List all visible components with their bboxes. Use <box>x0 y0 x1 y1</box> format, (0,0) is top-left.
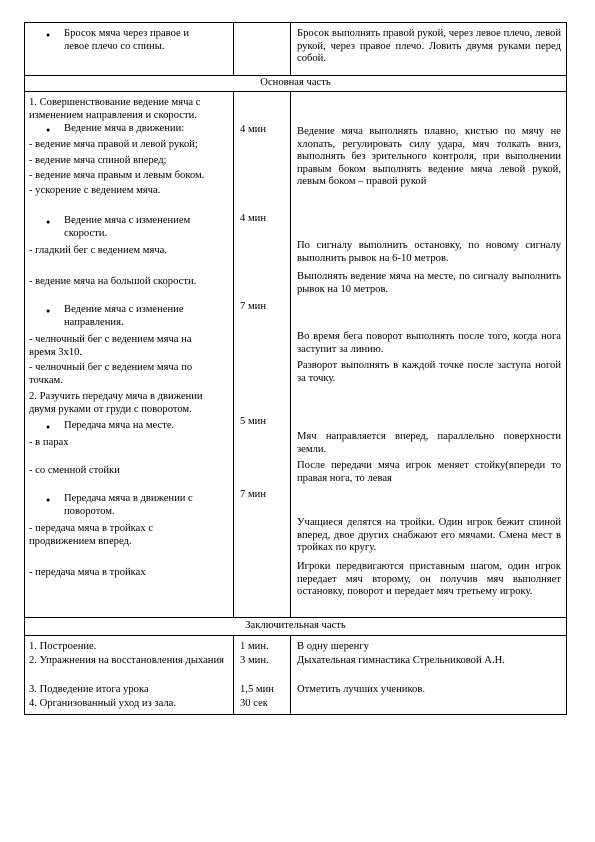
instruction-note: Разворот выполнять в каждой точке после заступа ногой за точку. <box>297 360 561 384</box>
column-divider-1 <box>233 22 234 76</box>
instruction-note: После передачи мяча игрок меняет стойку(впереди то правая нога, то левая <box>297 460 561 484</box>
task-heading: 1. Совершенствование ведение мяча с изменением направления и скорости. <box>29 97 201 121</box>
list-item: - ускорение с ведением мяча. <box>29 185 161 196</box>
instruction-note: Отметить лучших учеников. <box>297 684 425 695</box>
instruction-note: В одну шеренгу <box>297 641 369 652</box>
column-divider-1 <box>233 91 234 618</box>
bullet-icon: ● <box>46 423 51 431</box>
section-title-main: Основная часть <box>260 77 331 88</box>
section-divider-main-bottom <box>24 91 567 92</box>
exercise-bullet: Бросок мяча через правое и левое плечо со спины. <box>64 28 190 52</box>
exercise-bullet: Ведение мяча в движении: <box>64 123 185 134</box>
list-item: - ведение мяча правым и левым боком. <box>29 170 205 181</box>
instruction-note: Мяч направляется вперед, параллельно поверхности земли. <box>297 431 561 455</box>
list-item: - ведение мяча правой и левой рукой; <box>29 139 198 150</box>
instruction-note: Бросок выполнять правой рукой, через левое плечо, левой рукой, через правое плечо. Ловить двумя руками перед собой. <box>297 28 561 65</box>
table-border-bottom <box>24 714 567 715</box>
exercise-bullet: Передача мяча на месте. <box>64 420 175 431</box>
list-item: - гладкий бег с ведением мяча. <box>29 245 168 256</box>
duration: 3 мин. <box>240 655 269 666</box>
list-item: - ведение мяча спиной вперед; <box>29 155 167 166</box>
table-border-left <box>24 22 25 715</box>
list-item: 4. Организованный уход из зала. <box>29 698 177 709</box>
exercise-bullet: Передача мяча в движении с поворотом. <box>64 493 193 517</box>
section-divider-final-bottom <box>24 635 567 636</box>
bullet-icon: ● <box>46 496 51 504</box>
instruction-note: Дыхательная гимнастика Стрельниковой А.Н. <box>297 655 505 666</box>
duration: 4 мин <box>240 124 266 135</box>
list-item: 3. Подведение итога урока <box>29 684 149 695</box>
list-item: - челночный бег с ведением мяча по точкам. <box>29 362 193 386</box>
duration: 5 мин <box>240 416 266 427</box>
duration: 1 мин. <box>240 641 269 652</box>
table-border-top <box>24 22 567 23</box>
column-divider-2 <box>290 635 291 715</box>
bullet-icon: ● <box>46 218 51 226</box>
instruction-note: Выполнять ведение мяча на месте, по сигналу выполнить рывок на 10 метров. <box>297 271 561 295</box>
duration: 4 мин <box>240 213 266 224</box>
duration: 1,5 мин <box>240 684 274 695</box>
list-item: 2. Упражнения на восстановления дыхания <box>29 655 225 666</box>
section-divider-final-top <box>24 617 567 618</box>
list-item: - передача мяча в тройках с продвижением вперед. <box>29 523 154 547</box>
bullet-icon: ● <box>46 126 51 134</box>
task-heading: 2. Разучить передачу мяча в движении двумя руками от груди с поворотом. <box>29 391 203 415</box>
list-item: - со сменной стойки <box>29 465 120 476</box>
duration: 30 сек <box>240 698 268 709</box>
duration: 7 мин <box>240 489 266 500</box>
column-divider-1 <box>233 635 234 715</box>
exercise-bullet: Ведение мяча с изменением скорости. <box>64 215 191 239</box>
instruction-note: Ведение мяча выполнять плавно, кистью по мячу не хлопать, регулировать силу удара, мяч толкать вниз, выполнять без зрительного контроля, при выполнении правым боком выполнять ведение мяча левой рукой, левым боком – правой рукой <box>297 126 561 188</box>
instruction-note: Учащиеся делятся на тройки. Один игрок бежит спиной вперед, двое других снабжают его мячами. Смена мест в тройках по кругу. <box>297 517 561 554</box>
bullet-icon: ● <box>46 307 51 315</box>
instruction-note: Игроки передвигаются приставным шагом, один игрок передает мяч второму, он получив мяч выполняет остановку, поворот и передает мяч третьему игроку. <box>297 561 561 598</box>
column-divider-2 <box>290 91 291 618</box>
list-item: - челночный бег с ведением мяча на время 3х10. <box>29 334 192 358</box>
instruction-note: По сигналу выполнить остановку, по новому сигналу выполнить рывок на 6-10 метров. <box>297 240 561 264</box>
bullet-icon: ● <box>46 31 51 39</box>
duration: 7 мин <box>240 301 266 312</box>
list-item: - ведение мяча на большой скорости. <box>29 276 197 287</box>
list-item: - в парах <box>29 437 69 448</box>
section-divider-main-top <box>24 75 567 76</box>
exercise-bullet: Ведение мяча с изменение направления. <box>64 304 184 328</box>
list-item: - передача мяча в тройках <box>29 567 146 578</box>
section-title-final: Заключительная часть <box>245 620 346 631</box>
list-item: 1. Построение. <box>29 641 97 652</box>
column-divider-2 <box>290 22 291 76</box>
instruction-note: Во время бега поворот выполнять после того, когда нога заступит за линию. <box>297 331 561 355</box>
table-border-right <box>566 22 567 715</box>
